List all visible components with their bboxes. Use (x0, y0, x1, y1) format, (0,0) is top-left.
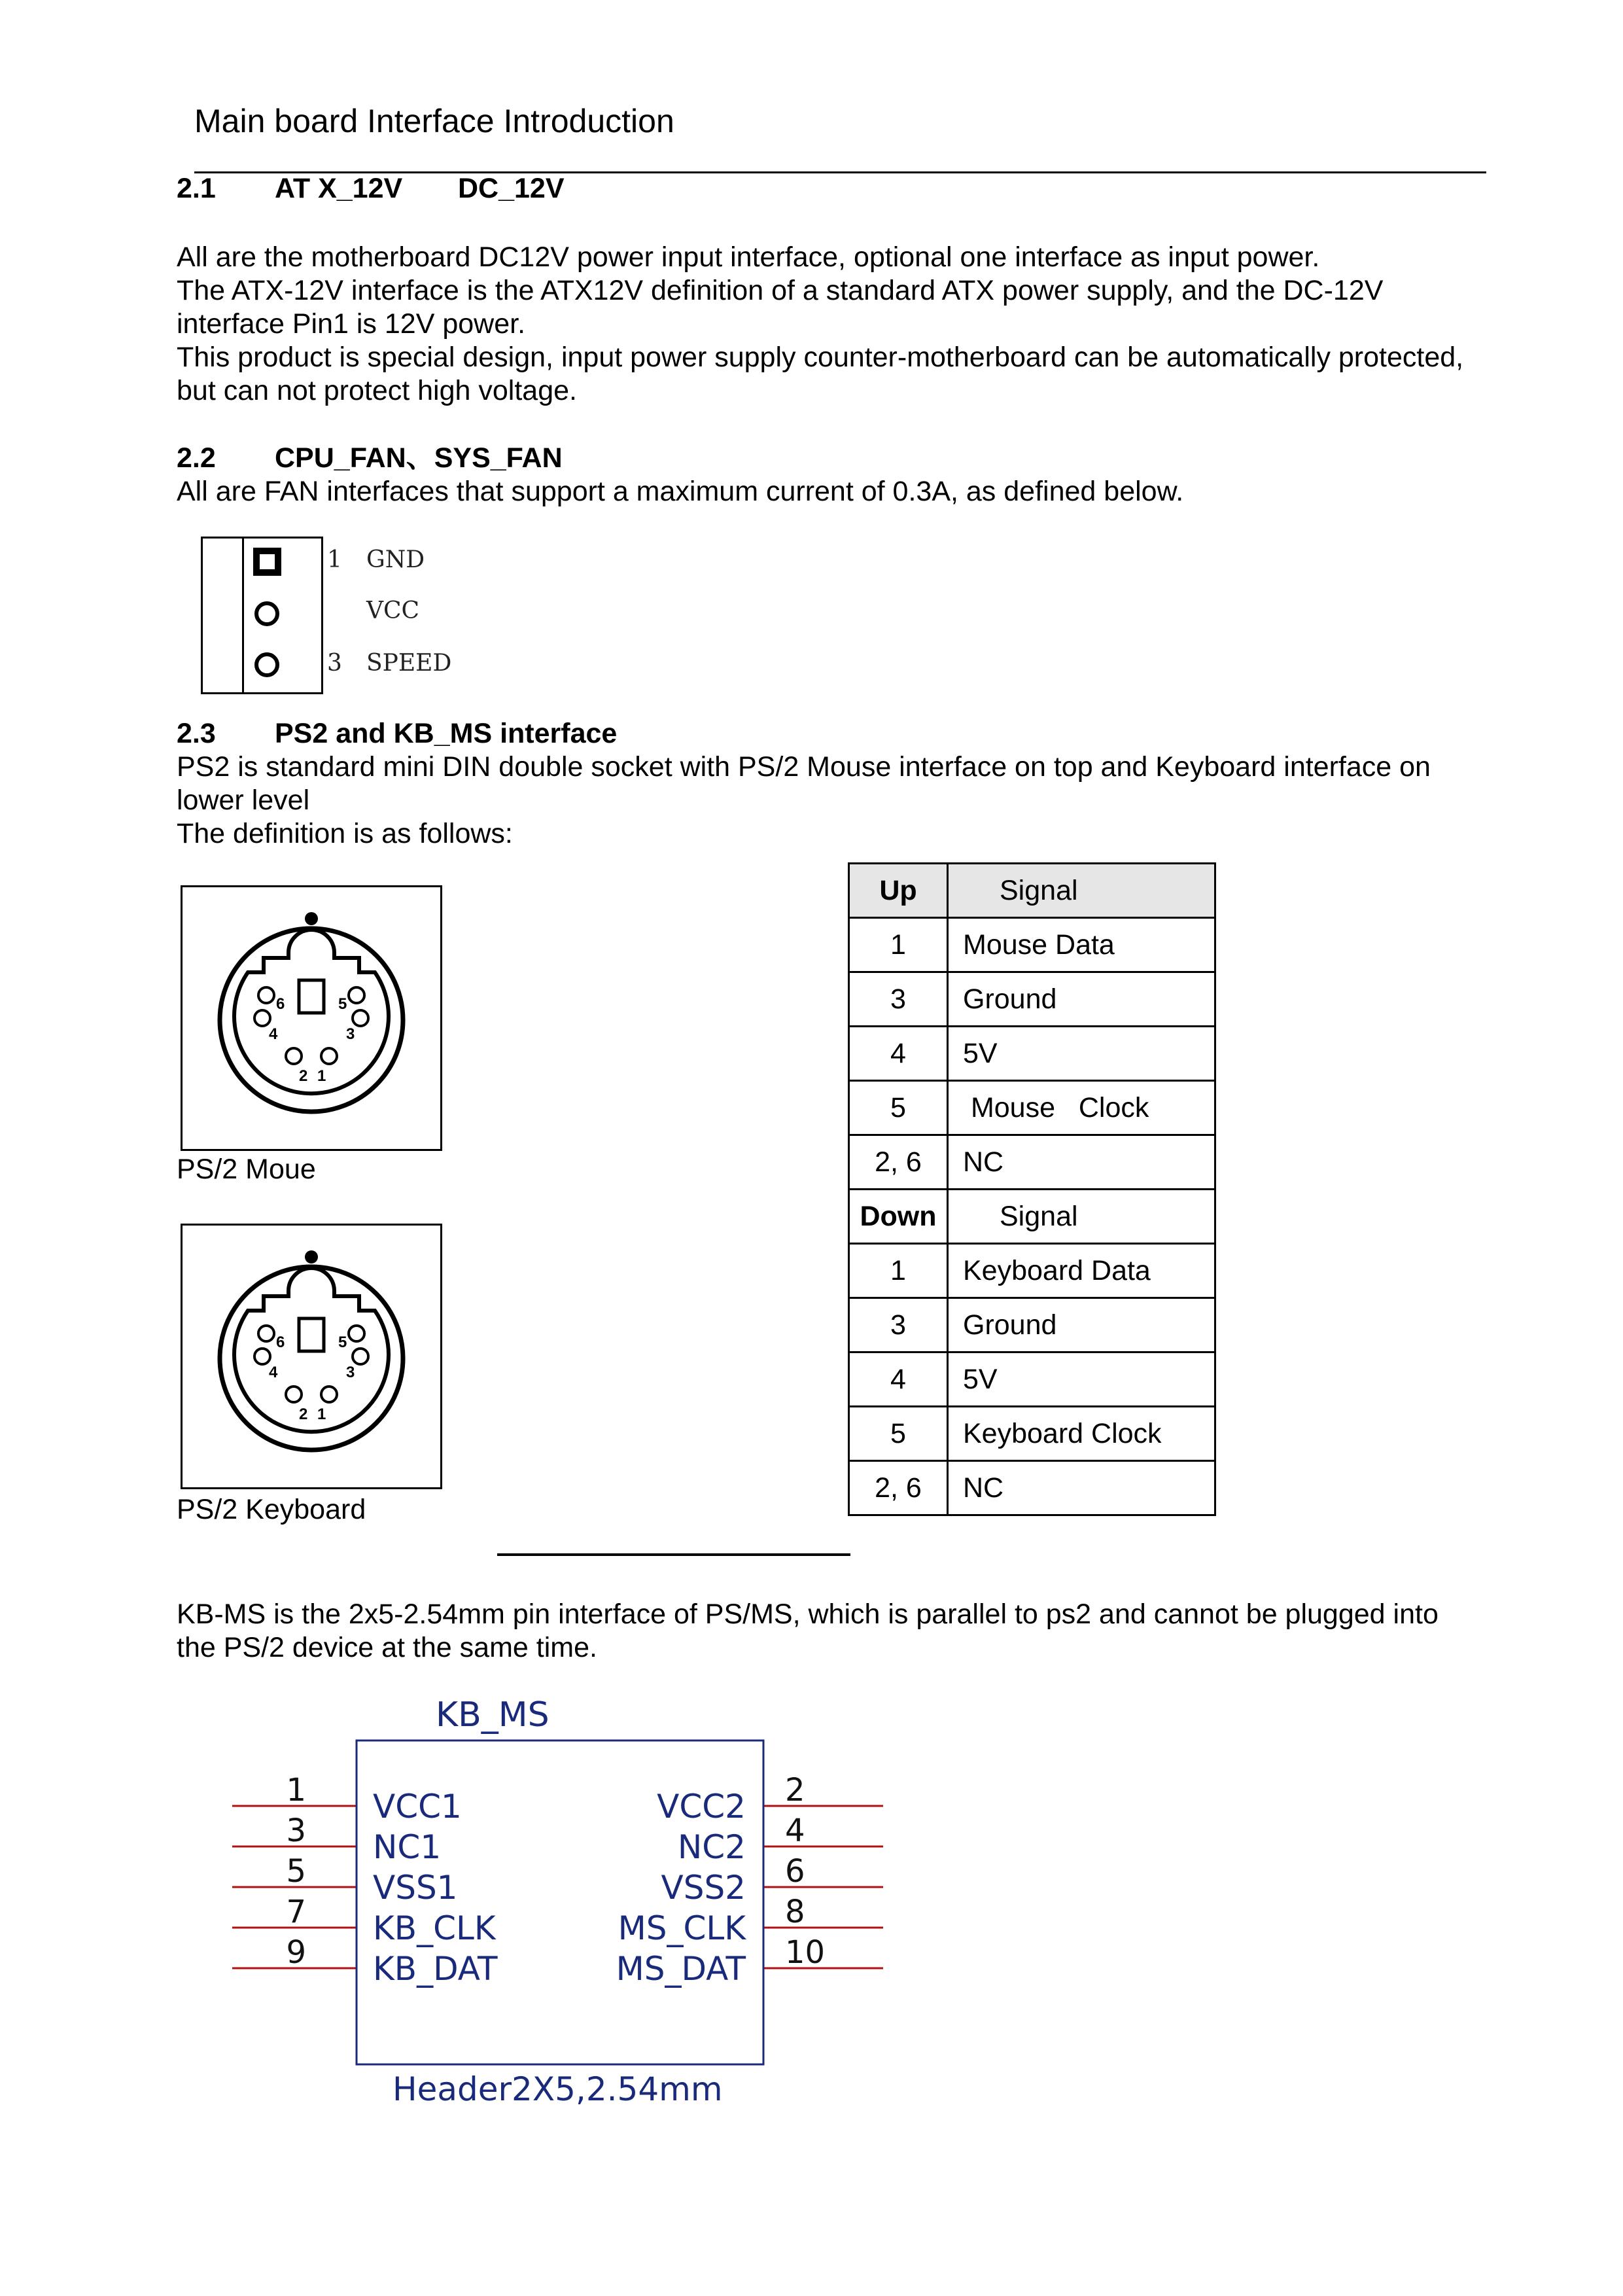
ps2-mouse-pin-2: 2 (299, 1067, 308, 1085)
section-2-3-number: 2.3 (177, 718, 216, 749)
table-row (849, 1244, 1215, 1298)
kbms-right-pin-2: 2 (785, 1772, 805, 1809)
kbms-signal-nc1: NC1 (373, 1828, 442, 1866)
kbms-left-pin-9: 9 (286, 1934, 306, 1971)
ps2-mouse-pin-3: 3 (346, 1025, 355, 1043)
table-cell-pin: 3 (849, 972, 948, 1027)
ps2-keyboard-pin-2: 2 (299, 1405, 308, 1423)
ps2-mouse-caption: PS/2 Moue (177, 1154, 316, 1185)
section-2-1-number: 2.1 (177, 173, 216, 204)
section-2-3-title: PS2 and KB_MS interface (275, 718, 618, 749)
table-cell-pin: 2, 6 (849, 1461, 948, 1515)
kbms-left-pin-1: 1 (286, 1772, 306, 1809)
table-header-signal: Signal (948, 864, 1215, 918)
ps2-signal-table (848, 862, 1216, 1516)
kbms-signal-ms-dat: MS_DAT (616, 1950, 746, 1988)
table-cell-pin: 4 (849, 1352, 948, 1407)
kbms-line-1: KB-MS is the 2x5-2.54mm pin interface of PS/MS, which is parallel to ps2 and cannot be plugged into (177, 1598, 1439, 1630)
kbms-line-2: the PS/2 device at the same time. (177, 1632, 597, 1663)
table-cell-signal: Mouse Clock (948, 1081, 1215, 1135)
ps2-mouse-pin-5: 5 (338, 995, 347, 1013)
table-header-down: Down (849, 1190, 948, 1244)
table-cell-signal: 5V (948, 1352, 1215, 1407)
table-cell-pin: 1 (849, 918, 948, 972)
ps2-mouse-pin-1: 1 (317, 1067, 326, 1085)
fan-pin-1-label: GND (366, 546, 425, 573)
section-2-3-line-1: PS2 is standard mini DIN double socket with PS/2 Mouse interface on top and Keyboard interface on (177, 751, 1431, 783)
table-row (849, 972, 1215, 1027)
ps2-keyboard-pin-6: 6 (276, 1333, 285, 1351)
section-2-1-title-a: AT X_12V (275, 173, 403, 204)
fan-pin-2-label: VCC (366, 597, 420, 624)
ps2-keyboard-connector-drawing (183, 1226, 440, 1487)
ps2-keyboard-pin-5: 5 (338, 1333, 347, 1351)
kbms-schematic (177, 1695, 916, 2127)
kbms-signal-kb-clk: KB_CLK (373, 1909, 496, 1947)
kbms-signal-vss1: VSS1 (373, 1869, 458, 1907)
table-header-signal: Signal (948, 1190, 1215, 1244)
kbms-signal-vss2: VSS2 (661, 1869, 746, 1907)
fan-pin-3-circle (256, 654, 277, 675)
ps2-keyboard-pin-4: 4 (269, 1364, 278, 1381)
table-cell-signal: Ground (948, 972, 1215, 1027)
ps2-mouse-connector-drawing (183, 887, 440, 1149)
table-cell-pin: 2, 6 (849, 1135, 948, 1190)
kbms-right-pin-6: 6 (785, 1853, 805, 1890)
table-cell-signal: Ground (948, 1298, 1215, 1352)
kbms-right-pin-4: 4 (785, 1812, 805, 1849)
section-2-2-number: 2.2 (177, 442, 216, 474)
ps2-keyboard-pin-3: 3 (346, 1364, 355, 1381)
table-row (849, 918, 1215, 972)
table-cell-pin: 1 (849, 1244, 948, 1298)
kbms-left-pin-3: 3 (286, 1812, 306, 1849)
table-header-row (849, 864, 1215, 918)
table-row (849, 1081, 1215, 1135)
kbms-signal-ms-clk: MS_CLK (618, 1909, 746, 1947)
kbms-right-pin-10: 10 (785, 1934, 826, 1971)
section-2-1-title-b: DC_12V (458, 173, 565, 204)
section-2-1-line-1: All are the motherboard DC12V power input interface, optional one interface as input power. (177, 241, 1320, 273)
table-row (849, 1461, 1215, 1515)
table-subheader-row (849, 1190, 1215, 1244)
kbms-schematic-title: KB_MS (436, 1695, 550, 1735)
kbms-left-pin-7: 7 (286, 1894, 306, 1930)
kbms-schematic-footer: Header2X5,2.54mm (393, 2070, 723, 2108)
table-header-up: Up (849, 864, 948, 918)
table-cell-signal: Mouse Data (948, 918, 1215, 972)
table-row (849, 1352, 1215, 1407)
table-cell-signal: 5V (948, 1027, 1215, 1081)
ps2-keyboard-caption: PS/2 Keyboard (177, 1494, 366, 1525)
ps2-keyboard-pin-1: 1 (317, 1405, 326, 1423)
kbms-signal-vcc2: VCC2 (657, 1788, 746, 1826)
ps2-mouse-pin-4: 4 (269, 1025, 278, 1043)
kbms-right-pin-8: 8 (785, 1894, 805, 1930)
fan-pin-1-square-inner (260, 554, 275, 569)
table-row (849, 1027, 1215, 1081)
ps2-mouse-pin-6: 6 (276, 995, 285, 1013)
fan-pin-3-number: 3 (327, 650, 342, 677)
section-2-1-line-3: interface Pin1 is 12V power. (177, 308, 526, 340)
table-cell-pin: 3 (849, 1298, 948, 1352)
table-cell-signal: NC (948, 1461, 1215, 1515)
table-cell-signal: Keyboard Clock (948, 1407, 1215, 1461)
section-2-3-line-3: The definition is as follows: (177, 818, 513, 849)
kbms-signal-nc2: NC2 (677, 1828, 746, 1866)
fan-connector-rail (201, 537, 244, 694)
ps2-keyboard-image-frame (181, 1224, 442, 1489)
section-2-3-line-2: lower level (177, 785, 310, 816)
section-2-1-line-2: The ATX-12V interface is the ATX12V definition of a standard ATX power supply, and the DC-12V (177, 275, 1384, 306)
table-row (849, 1298, 1215, 1352)
kbms-left-pin-5: 5 (286, 1853, 306, 1890)
table-cell-pin: 5 (849, 1081, 948, 1135)
section-2-2-title: CPU_FAN、SYS_FAN (275, 442, 563, 474)
section-2-1-line-4: This product is special design, input power supply counter-motherboard can be automatically protected, (177, 342, 1464, 373)
table-cell-pin: 4 (849, 1027, 948, 1081)
table-cell-signal: Keyboard Data (948, 1244, 1215, 1298)
kbms-signal-kb-dat: KB_DAT (373, 1950, 498, 1988)
page-header-title: Main board Interface Introduction (194, 103, 674, 139)
fan-pin-2-circle (256, 603, 277, 624)
table-cell-pin: 5 (849, 1407, 948, 1461)
table-row (849, 1135, 1215, 1190)
table-base-line (497, 1553, 850, 1556)
section-2-1-line-5: but can not protect high voltage. (177, 375, 577, 406)
fan-pin-3-label: SPEED (366, 650, 452, 677)
ps2-mouse-image-frame (181, 885, 442, 1151)
fan-pin-graphic (242, 537, 323, 694)
table-row (849, 1407, 1215, 1461)
section-2-2-line: All are FAN interfaces that support a maximum current of 0.3A, as defined below. (177, 476, 1184, 507)
kbms-signal-vcc1: VCC1 (373, 1788, 462, 1826)
table-cell-signal: NC (948, 1135, 1215, 1190)
fan-pin-1-number: 1 (327, 546, 342, 573)
